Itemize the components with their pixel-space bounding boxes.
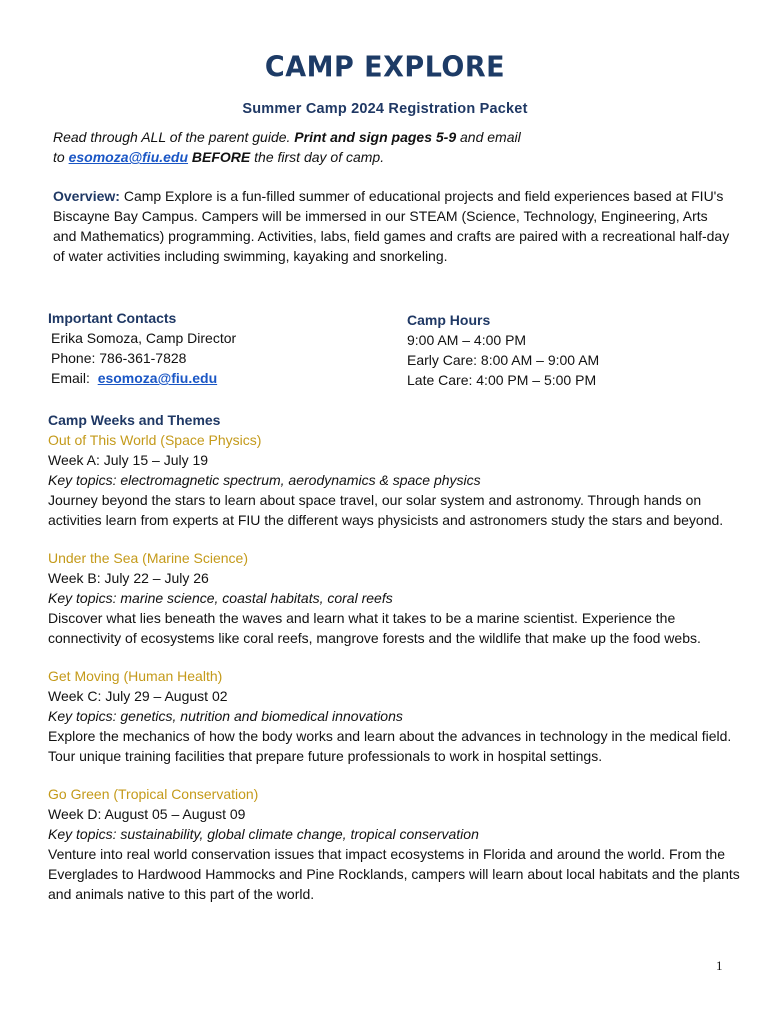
theme-block-week-a xyxy=(48,430,748,530)
theme-title: Under the Sea (Marine Science) xyxy=(48,550,248,566)
intro-text-2: and email xyxy=(456,129,521,145)
theme-title: Get Moving (Human Health) xyxy=(48,668,223,684)
theme-block-week-b xyxy=(48,548,748,648)
contact-phone: Phone: 786-361-7828 xyxy=(51,350,187,366)
intro-paragraph xyxy=(53,127,733,167)
theme-block-week-d xyxy=(48,784,748,904)
contact-email-label: Email: xyxy=(51,370,98,386)
hours-early-care: Early Care: 8:00 AM – 9:00 AM xyxy=(407,352,600,368)
theme-topics: Key topics: electromagnetic spectrum, aerodynamics & space physics xyxy=(48,472,481,488)
theme-topics: Key topics: marine science, coastal habitats, coral reefs xyxy=(48,590,393,606)
intro-email-link[interactable]: esomoza@fiu.edu xyxy=(68,149,189,165)
overview-text: Camp Explore is a fun-filled summer of educational projects and field experiences based at FIU's Biscayne Bay Campus. Campers will be immersed in our STEAM (Science, Technology, Engineering, Arts and Mathematics) programming. Activities, labs, field games and crafts are paired with a recreational half-day of water activities including swimming, kayaking and snorkeling. xyxy=(53,188,730,264)
theme-week: Week B: July 22 – July 26 xyxy=(48,570,209,586)
contact-email-line xyxy=(48,368,348,388)
theme-block-week-c xyxy=(48,666,748,766)
document-title: Summer Camp 2024 Registration Packet xyxy=(242,101,528,117)
camp-weeks-themes xyxy=(48,410,748,922)
theme-description: Discover what lies beneath the waves and learn what it takes to be a marine scientist. Experience the connectivity of ecosystems like coral reefs, mangrove forests and the wildlife that make up the food webs. xyxy=(48,610,701,646)
theme-title: Out of This World (Space Physics) xyxy=(48,432,262,448)
intro-text-4: the first day of camp. xyxy=(250,149,385,165)
intro-text-3: to xyxy=(53,149,69,165)
important-contacts xyxy=(48,308,348,388)
camp-hours xyxy=(407,310,707,390)
intro-before: BEFORE xyxy=(188,149,251,165)
intro-text-1: Read through ALL of the parent guide. xyxy=(53,129,295,145)
theme-description: Journey beyond the stars to learn about space travel, our solar system and astronomy. Through hands on activities learn from experts at FIU the different ways physicists and astronomers study the stars and beyond. xyxy=(48,492,724,528)
camp-explore-logo xyxy=(0,51,770,84)
contacts-heading: Important Contacts xyxy=(48,310,177,326)
intro-bold-instruction: Print and sign pages 5-9 xyxy=(294,129,457,145)
theme-description: Explore the mechanics of how the body works and learn about the advances in technology in the medical field. Tour unique training facilities that prepare future professionals to work in hospital settings. xyxy=(48,728,732,764)
theme-title: Go Green (Tropical Conservation) xyxy=(48,786,259,802)
hours-late-care: Late Care: 4:00 PM – 5:00 PM xyxy=(407,372,597,388)
theme-week: Week D: August 05 – August 09 xyxy=(48,806,246,822)
theme-topics: Key topics: sustainability, global climate change, tropical conservation xyxy=(48,826,479,842)
contact-director: Erika Somoza, Camp Director xyxy=(51,330,237,346)
logo-text: CAMP EXPLORE xyxy=(264,51,506,84)
theme-week: Week A: July 15 – July 19 xyxy=(48,452,209,468)
hours-heading: Camp Hours xyxy=(407,312,491,328)
theme-week: Week C: July 29 – August 02 xyxy=(48,688,228,704)
hours-regular: 9:00 AM – 4:00 PM xyxy=(407,332,527,348)
overview-label: Overview: xyxy=(53,188,120,204)
overview-paragraph xyxy=(53,186,733,266)
page-number: 1 xyxy=(716,958,723,973)
themes-heading: Camp Weeks and Themes xyxy=(48,412,221,428)
contact-email-link[interactable]: esomoza@fiu.edu xyxy=(97,370,218,386)
theme-description: Venture into real world conservation issues that impact ecosystems in Florida and around the world. From the Everglades to Hardwood Hammocks and Pine Rocklands, campers will learn about local habitats and the plants and animals native to this part of the world. xyxy=(48,846,740,902)
theme-topics: Key topics: genetics, nutrition and biomedical innovations xyxy=(48,708,403,724)
